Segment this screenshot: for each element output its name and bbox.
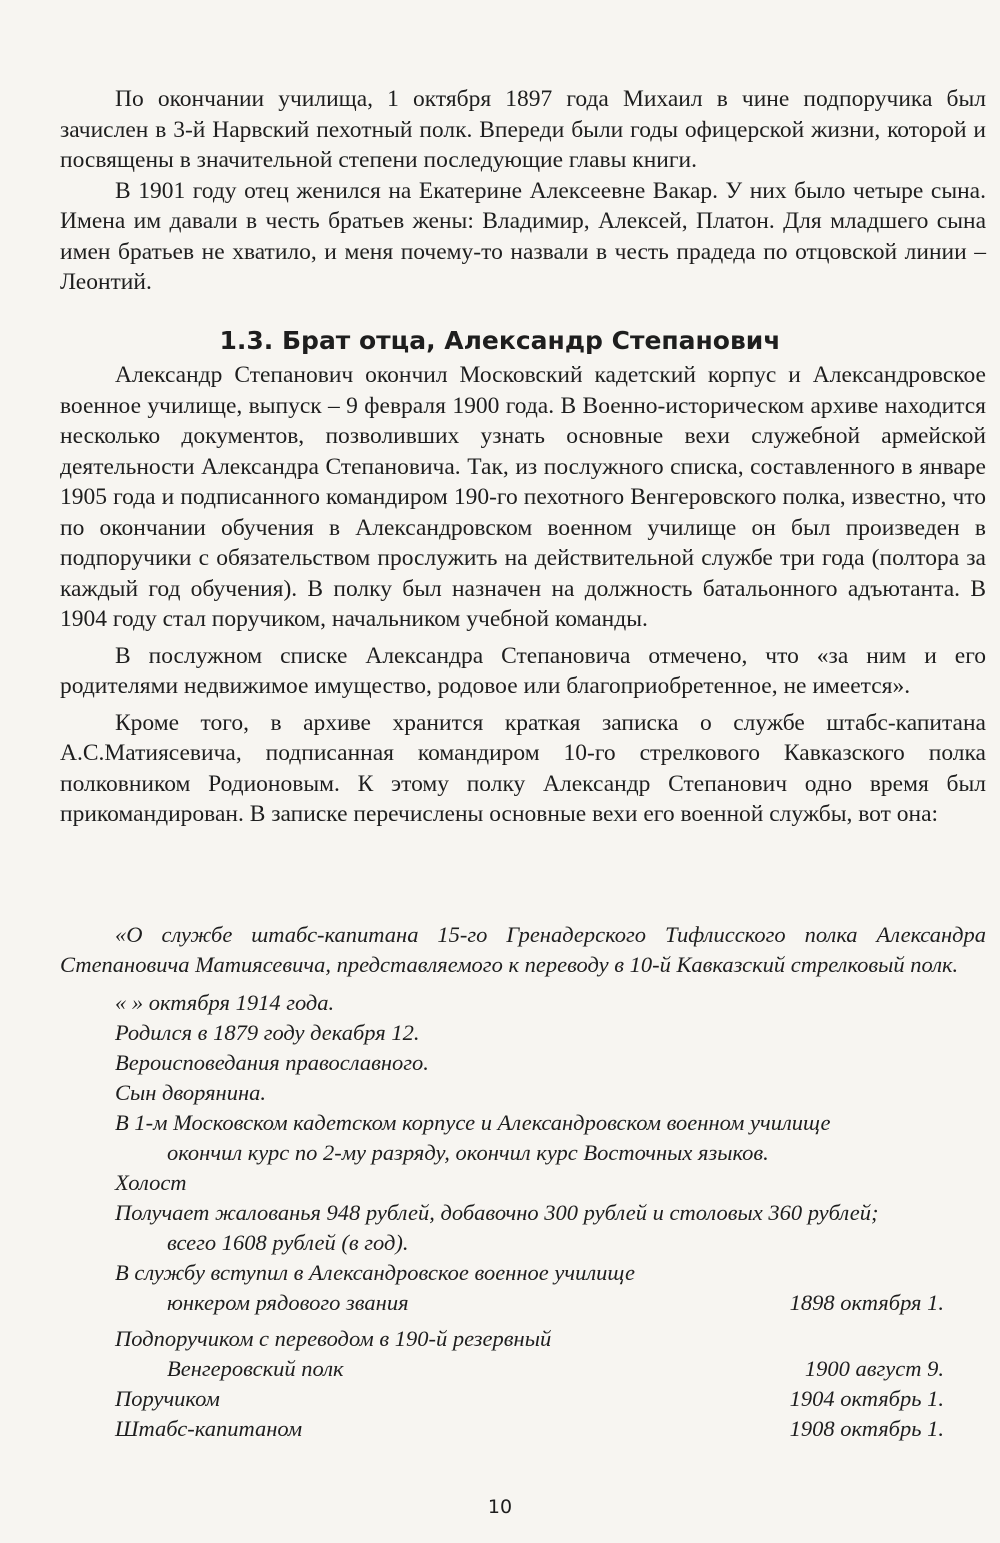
record-born: Родился в 1879 году декабря 12. [115,1020,420,1045]
page-number: 10 [487,1496,513,1518]
paragraph-career: Александр Степанович окончил Московский кадетский корпус и Александровское военное училище, выпуск – 9 февраля 1900 года. В Военно-историческом архиве находится несколько документов, позволивших узнать основные вехи служебной армейской деятельности Александра Степановича. Так, из послужного списка, составленного в январе 1905 года и подписанного командиром 190-го пехотного Венгеровского полка, известно, что по окончании обучения в Александровском военном училище он был произведен в подпоручики с обязательством прослужить на действительной службе три года (полтора за каждый год обучения). В полку был назначен на должность батальонного адъютанта. В 1904 году стал поручиком, начальником учебной команды. [60,362,986,632]
record-staff-captain-date: 1908 октябрь 1. [789,1416,944,1441]
record-promotion-line2: Венгеровский полк [167,1356,344,1381]
record-salary [60,1198,986,1258]
record-salary-line1: Получает жалованья 948 рублей, добавочно 300 рублей и столовых 360 рублей; [115,1200,879,1225]
record-salary-line2: всего 1608 рублей (в год). [167,1230,409,1255]
record-education [60,1108,986,1168]
record-service-entry-line2: юнкером рядового звания [167,1290,409,1315]
record-promotion-row [115,1354,986,1384]
record-promotion [60,1324,986,1384]
record-intro: «О службе штабс-капитана 15-го Гренадерского Тифлисского полка Александра Степановича Матиясевича, представляемого к переводу в 10-й Кавказский стрелковый полк. [60,922,986,977]
paragraph-archive-note: Кроме того, в архиве хранится краткая записка о службе штабс-капитана А.С.Матиясевича, подписанная командиром 10-го стрелкового Кавказского полка полковником Родионовым. К этому полку Александр Степанович одно время был прикомандирован. В записке перечислены основные вехи его военной службы, вот она: [60,709,986,827]
record-lieutenant-row [60,1384,986,1414]
intro-text-block [60,84,986,298]
main-text-block [60,360,986,830]
record-service-entry-row [115,1288,986,1318]
record-lieutenant-date: 1904 октябрь 1. [789,1386,944,1411]
record-service-entry-date: 1898 октября 1. [789,1290,944,1315]
record-religion: Вероисповедания православного. [115,1050,429,1075]
record-service-entry-line1: В службу вступил в Александровское военное училище [115,1260,635,1285]
paragraph-property: В послужном списке Александра Степановича отмечено, что «за ним и его родителями недвижимое имущество, родовое или благоприобретенное, не имеется». [60,642,986,699]
record-education-line1: В 1-м Московском кадетском корпусе и Александровском военном училище [115,1110,831,1135]
record-education-line2: окончил курс по 2-му разряду, окончил курс Восточных языков. [167,1140,769,1165]
record-staff-captain: Штабс-капитаном [115,1416,303,1441]
record-staff-captain-row [60,1414,986,1444]
paragraph-family: В 1901 году отец женился на Екатерине Алексеевне Вакар. У них было четыре сына. Имена им давали в честь братьев жены: Владимир, Алексей, Платон. Для младшего сына имен братьев не хватило, и меня почему-то назвали в честь прадеда по отцовской линии – Леонтий. [60,177,986,295]
record-marital-status: Холост [115,1170,187,1195]
record-date-line: « » октября 1914 года. [115,990,335,1015]
section-heading: 1.3. Брат отца, Александр Степанович [219,326,781,355]
service-record-quote [60,920,986,1444]
record-promotion-date: 1900 август 9. [804,1356,944,1381]
record-promotion-line1: Подпоручиком с переводом в 190-й резервный [115,1326,552,1351]
paragraph-graduation: По окончании училища, 1 октября 1897 года Михаил в чине подпоручика был зачислен в 3-й Нарвский пехотный полк. Впереди были годы офицерской жизни, которой и посвящены в значительной степени последующие главы книги. [60,86,986,173]
record-lieutenant: Поручиком [115,1386,220,1411]
record-origin: Сын дворянина. [115,1080,266,1105]
record-service-entry [60,1258,986,1318]
